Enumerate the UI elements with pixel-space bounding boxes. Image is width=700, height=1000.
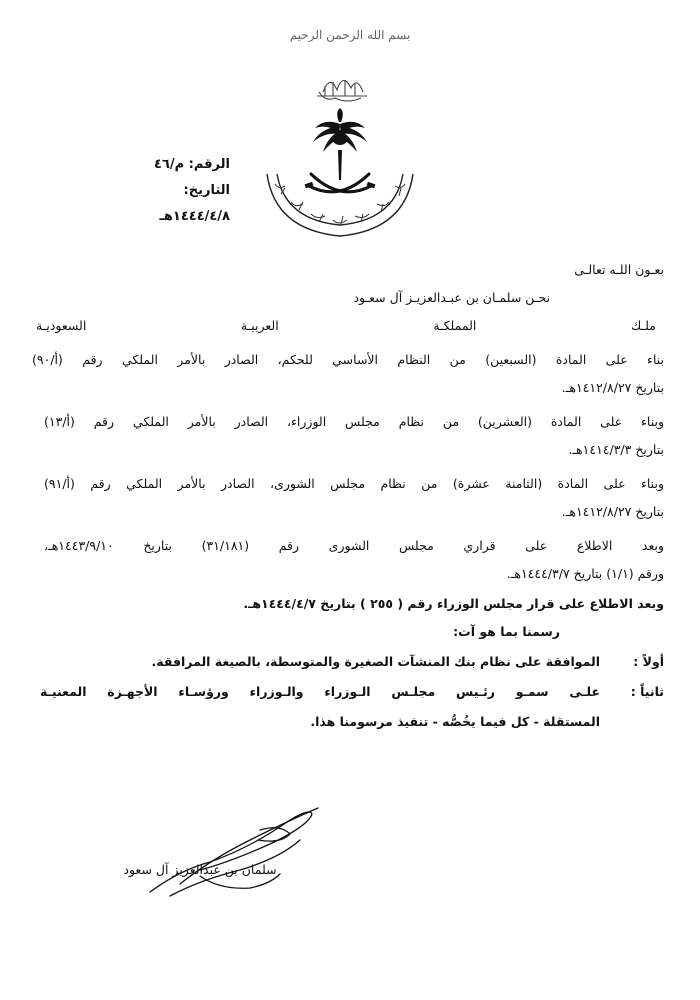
decree-date-row (110, 178, 230, 230)
paragraph-2-line-2: بتاريخ ١٤١٤/٣/٣هـ. (568, 442, 664, 457)
paragraph-2-line-1: وبناء على المادة (العشرين) من نظام مجلس الوزراء، الصادر بالأمر الملكي رقم (أ/١٣) (44, 414, 664, 429)
item-1-label: أولاً : (633, 654, 664, 669)
decree-number-value: م/٤٦ (153, 157, 185, 172)
saudi-emblem-icon (255, 62, 425, 242)
item-2-label: ثانياً : (630, 684, 664, 699)
paragraph-1-line-1: بناء على المادة (السبعين) من النظام الأساسي للحكم، الصادر بالأمر الملكي رقم (أ/٩٠) (32, 352, 664, 367)
signatory-name: سلمان بن عبدالعزيز آل سعود (123, 862, 277, 877)
decree-number-label: الرقم: (188, 157, 230, 172)
invocation-line: بعـون اللـه تعالـى (574, 262, 664, 277)
item-1-text: الموافقة على نظام بنك المنشآت الصغيرة والمتوسطة، بالصيغة المرافقة. (151, 654, 600, 669)
emblem-motto-calligraphy (317, 80, 367, 101)
handwritten-signature-icon (140, 800, 330, 910)
paragraph-3-line-1: وبناء على المادة (الثامنة عشرة) من نظام مجلس الشورى، الصادر بالأمر الملكي رقم (أ/٩١) (44, 476, 664, 491)
decree-date-label: التاريخ: (183, 183, 230, 198)
decree-date-value: ١٤٤٤/٤/٨هـ (159, 209, 230, 224)
item-2-text-line-2: المستقلة - كل فيما يخُصُّه - تنفيذ مرسومنا هذا. (310, 714, 600, 729)
reference-block (110, 152, 230, 230)
decree-preamble: رسمنا بما هو آت: (453, 624, 560, 639)
item-2-text-line-1: علـى سمـو رئـيس مجلـس الـوزراء والـوزراء ورؤسـاء الأجهـزة المعنيـة (40, 684, 600, 699)
paragraph-4-line-2: ورقم (١/١) بتاريخ ١٤٤٤/٣/٧هـ. (506, 566, 664, 581)
decree-number-row (110, 152, 230, 178)
paragraph-4-line-1: وبعد الاطلاع على قراري مجلس الشورى رقم (٣١/١٨١) بتاريخ ١٤٤٣/٩/١٠هـ، (44, 538, 665, 553)
king-name-line: نحـن سلمـان بن عبـدالعزيـز آل سعـود (353, 290, 550, 305)
paragraph-3-line-2: بتاريخ ١٤١٢/٨/٢٧هـ. (561, 504, 664, 519)
paragraph-5: وبعد الاطلاع على قرار مجلس الوزراء رقم ( ٢٥٥ ) بتاريخ ١٤٤٤/٤/٧هـ. (243, 596, 664, 611)
basmala: بسم الله الرحمن الرحيم (289, 28, 411, 42)
paragraph-1-line-2: بتاريخ ١٤١٢/٨/٢٧هـ. (561, 380, 664, 395)
king-title-line: ملـك المملكـة العربيـة السعوديـة (36, 318, 656, 333)
